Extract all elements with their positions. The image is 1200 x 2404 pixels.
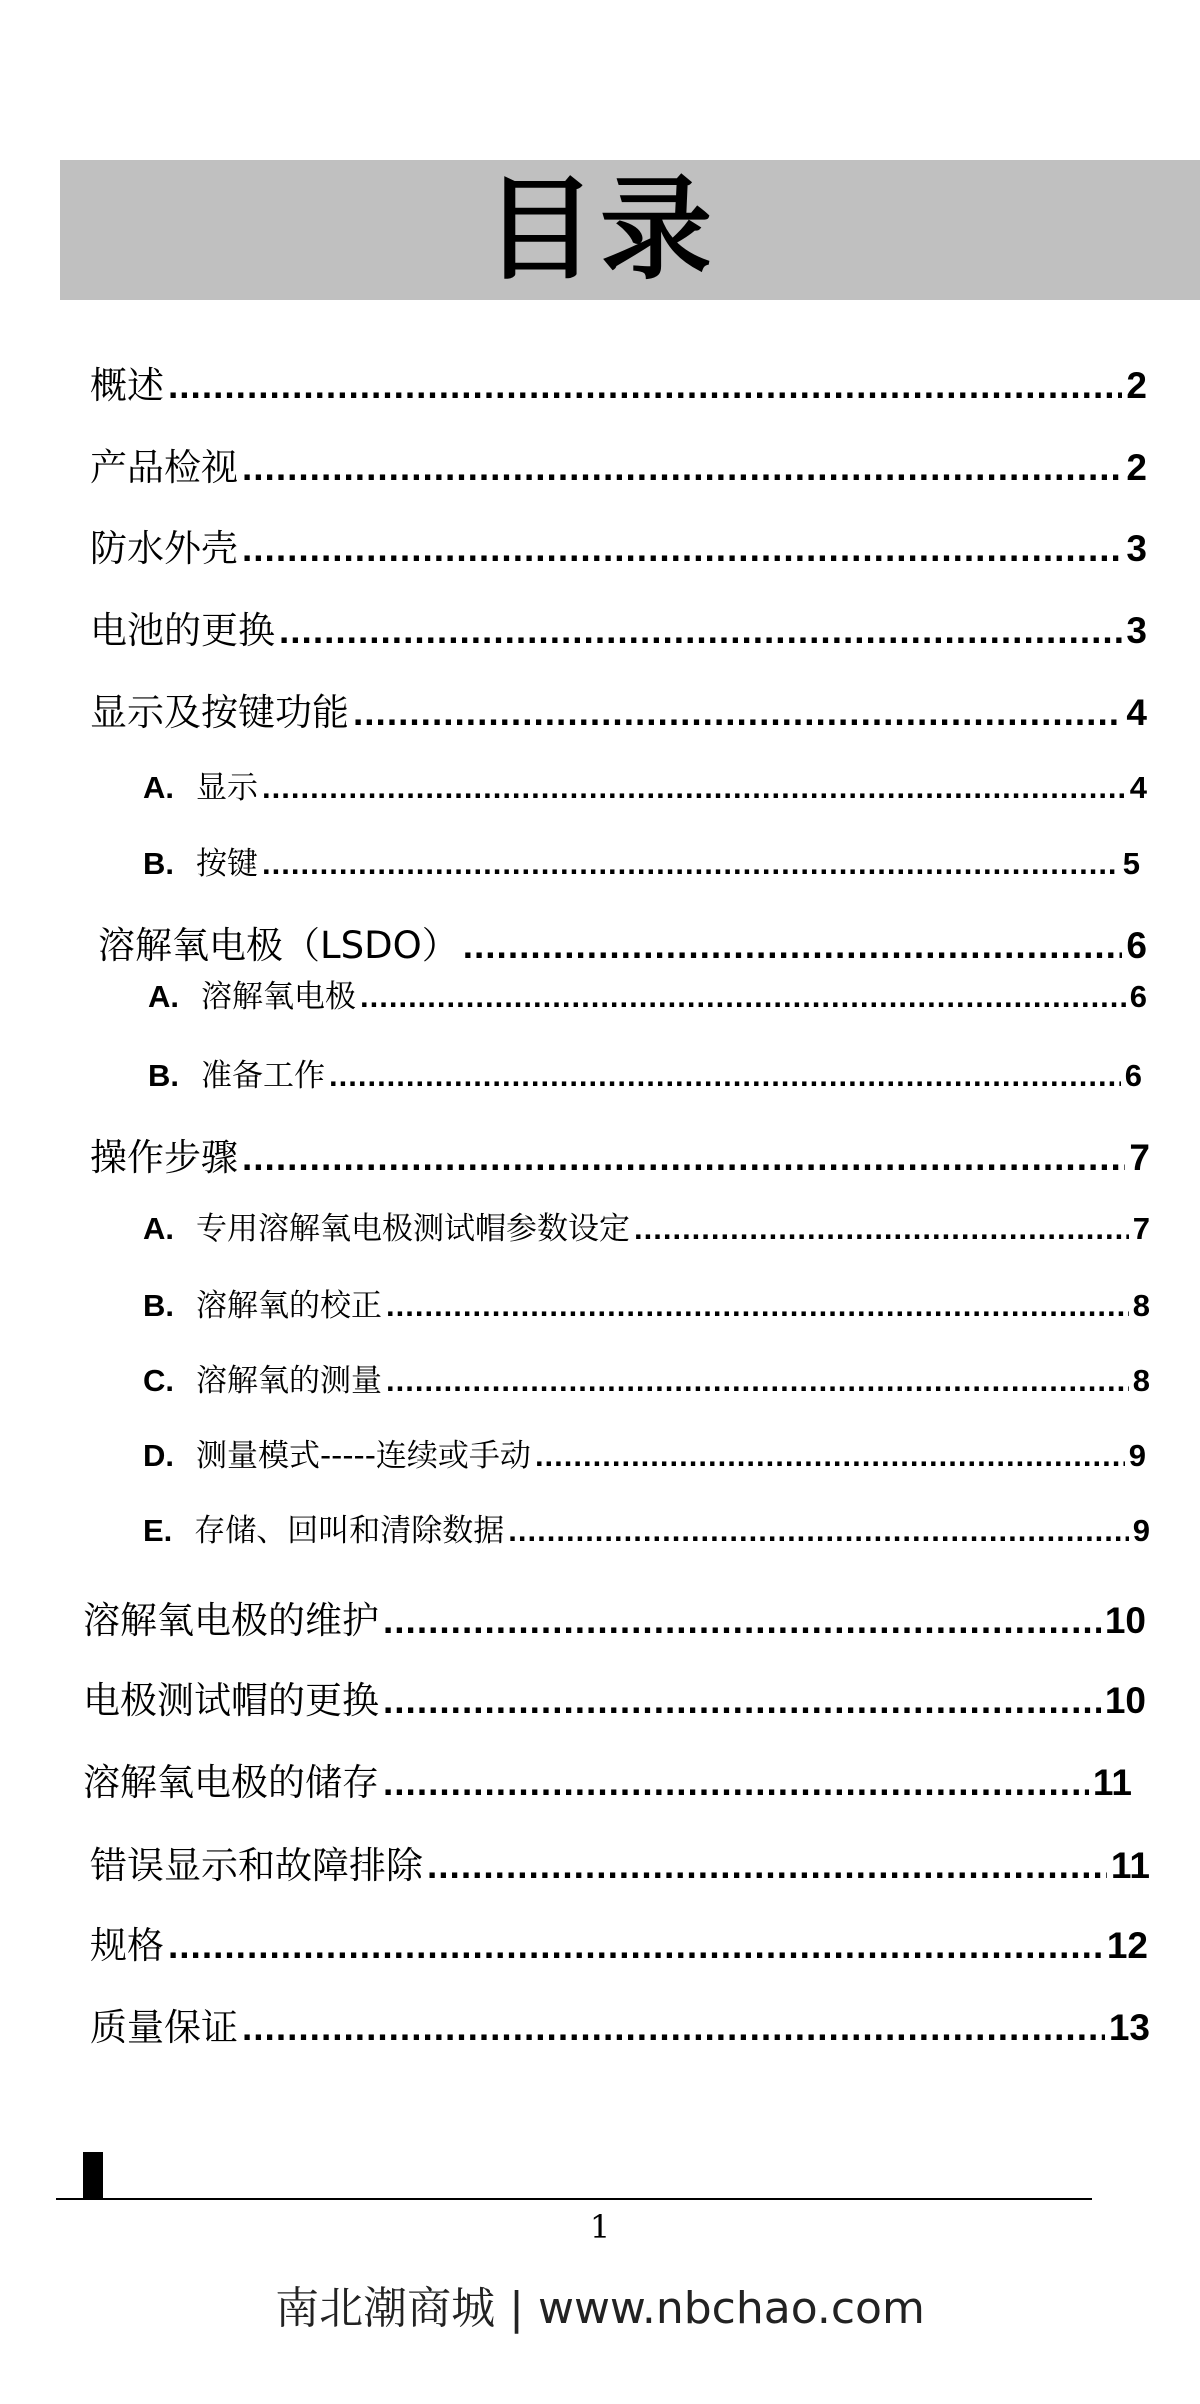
toc-entry[interactable] <box>90 1835 1150 1889</box>
toc-entry-label: 防水外壳 <box>90 527 238 570</box>
toc-dot-leader <box>353 692 1122 734</box>
toc-entry[interactable] <box>143 838 1140 883</box>
toc-entry-prefix: A. <box>148 979 179 1014</box>
toc-entry-label: 产品检视 <box>90 446 238 489</box>
toc-entry[interactable] <box>90 1997 1150 2051</box>
toc-entry[interactable] <box>143 1505 1150 1550</box>
toc-entry[interactable] <box>143 1430 1146 1475</box>
toc-entry-page: 11 <box>1110 1845 1150 1886</box>
toc-entry-page: 2 <box>1126 447 1147 488</box>
toc-entry-label: 按键 <box>196 846 258 882</box>
toc-entry-prefix: E. <box>143 1513 173 1548</box>
toc-entry-prefix: A. <box>143 1211 174 1246</box>
toc-entry-label: 存储、回叫和清除数据 <box>194 1513 505 1549</box>
toc-entry[interactable] <box>148 1050 1142 1095</box>
toc-dot-leader <box>383 1762 1089 1804</box>
toc-entry[interactable] <box>143 762 1147 807</box>
toc-entry[interactable] <box>90 1127 1150 1181</box>
footer-divider <box>56 2198 1092 2200</box>
toc-dot-leader <box>168 365 1122 407</box>
toc-entry-label: 专用溶解氧电极测试帽参数设定 <box>196 1211 630 1247</box>
toc-dot-leader <box>383 1680 1101 1722</box>
toc-entry[interactable] <box>143 1355 1150 1400</box>
toc-entry[interactable] <box>83 1752 1132 1806</box>
toc-entry-label: 溶解氧电极（LSDO） <box>98 924 459 967</box>
toc-entry-page: 11 <box>1092 1762 1132 1803</box>
toc-entry-page: 8 <box>1132 1288 1150 1323</box>
toc-entry[interactable] <box>90 682 1147 736</box>
toc-entry-page: 8 <box>1132 1363 1150 1398</box>
toc-dot-leader <box>508 1513 1128 1549</box>
toc-entry-label: 电极测试帽的更换 <box>83 1679 379 1722</box>
toc-entry-label: 显示 <box>196 770 258 806</box>
toc-entry-label: 溶解氧的测量 <box>196 1363 382 1399</box>
toc-dot-leader <box>360 979 1126 1015</box>
toc-entry-label: 溶解氧电极的维护 <box>83 1599 379 1642</box>
toc-entry-page: 2 <box>1126 365 1147 406</box>
toc-entry-page: 7 <box>1129 1137 1150 1178</box>
site-watermark: 南北潮商城 | www.nbchao.com <box>275 2283 925 2334</box>
toc-entry-prefix: D. <box>143 1438 174 1473</box>
toc-entry-page: 6 <box>1124 1058 1142 1093</box>
toc-entry[interactable] <box>83 1670 1146 1724</box>
toc-entry-label: 质量保证 <box>90 2006 238 2049</box>
toc-entry-page: 9 <box>1128 1438 1146 1473</box>
toc-entry-prefix: A. <box>143 770 174 805</box>
toc-dot-leader <box>242 528 1122 570</box>
toc-entry-page: 4 <box>1129 770 1147 805</box>
toc-entry-label: 准备工作 <box>201 1058 325 1094</box>
toc-entry-label: 操作步骤 <box>90 1136 238 1179</box>
toc-entry-label: 溶解氧电极 <box>201 979 356 1015</box>
toc-dot-leader <box>242 2007 1105 2049</box>
toc-entry-label: 概述 <box>90 364 164 407</box>
toc-dot-leader <box>329 1058 1121 1094</box>
toc-entry[interactable] <box>90 437 1147 491</box>
toc-dot-leader <box>383 1600 1101 1642</box>
page-number: 1 <box>589 2208 611 2246</box>
toc-entry-label: 溶解氧的校正 <box>196 1288 382 1324</box>
toc-entry-page: 5 <box>1122 846 1140 881</box>
toc-entry[interactable] <box>90 1915 1148 1969</box>
toc-entry-page: 4 <box>1126 692 1147 733</box>
toc-entry-label: 测量模式-----连续或手动 <box>196 1438 531 1474</box>
toc-entry-page: 10 <box>1104 1600 1146 1641</box>
toc-entry[interactable] <box>148 971 1147 1016</box>
toc-entry-prefix: B. <box>143 846 174 881</box>
toc-dot-leader <box>386 1363 1129 1399</box>
toc-entry-page: 3 <box>1126 528 1147 569</box>
toc-dot-leader <box>262 846 1119 882</box>
footer-marker <box>83 2152 103 2198</box>
toc-dot-leader <box>262 770 1126 806</box>
toc-entry-page: 7 <box>1132 1211 1150 1246</box>
toc-entry[interactable] <box>98 915 1147 969</box>
toc-dot-leader <box>168 1925 1103 1967</box>
toc-entry-prefix: B. <box>143 1288 174 1323</box>
toc-entry-page: 10 <box>1104 1680 1146 1721</box>
toc-entry-page: 12 <box>1106 1925 1148 1966</box>
toc-entry-page: 13 <box>1108 2007 1150 2048</box>
toc-dot-leader <box>242 447 1122 489</box>
toc-entry-label: 溶解氧电极的储存 <box>83 1761 379 1804</box>
toc-dot-leader <box>535 1438 1125 1474</box>
toc-entry-prefix: C. <box>143 1363 174 1398</box>
toc-entry-page: 6 <box>1129 979 1147 1014</box>
toc-entry-page: 9 <box>1132 1513 1150 1548</box>
toc-dot-leader <box>634 1211 1129 1247</box>
toc-entry[interactable] <box>83 1590 1146 1644</box>
toc-dot-leader <box>463 925 1123 967</box>
toc-dot-leader <box>279 610 1122 652</box>
toc-dot-leader <box>386 1288 1129 1324</box>
toc-entry-label: 显示及按键功能 <box>90 691 349 734</box>
toc-dot-leader <box>427 1845 1107 1887</box>
toc-entry[interactable] <box>90 355 1147 409</box>
toc-entry-prefix: B. <box>148 1058 179 1093</box>
toc-entry-label: 电池的更换 <box>90 609 275 652</box>
toc-entry[interactable] <box>90 518 1147 572</box>
toc-entry-page: 3 <box>1126 610 1147 651</box>
toc-entry[interactable] <box>90 600 1147 654</box>
page-title: 目录 <box>484 164 716 295</box>
toc-entry-label: 规格 <box>90 1924 164 1967</box>
toc-entry-label: 错误显示和故障排除 <box>90 1844 423 1887</box>
toc-dot-leader <box>242 1137 1125 1179</box>
toc-entry[interactable] <box>143 1203 1150 1248</box>
toc-entry[interactable] <box>143 1280 1150 1325</box>
toc-entry-page: 6 <box>1126 925 1147 966</box>
